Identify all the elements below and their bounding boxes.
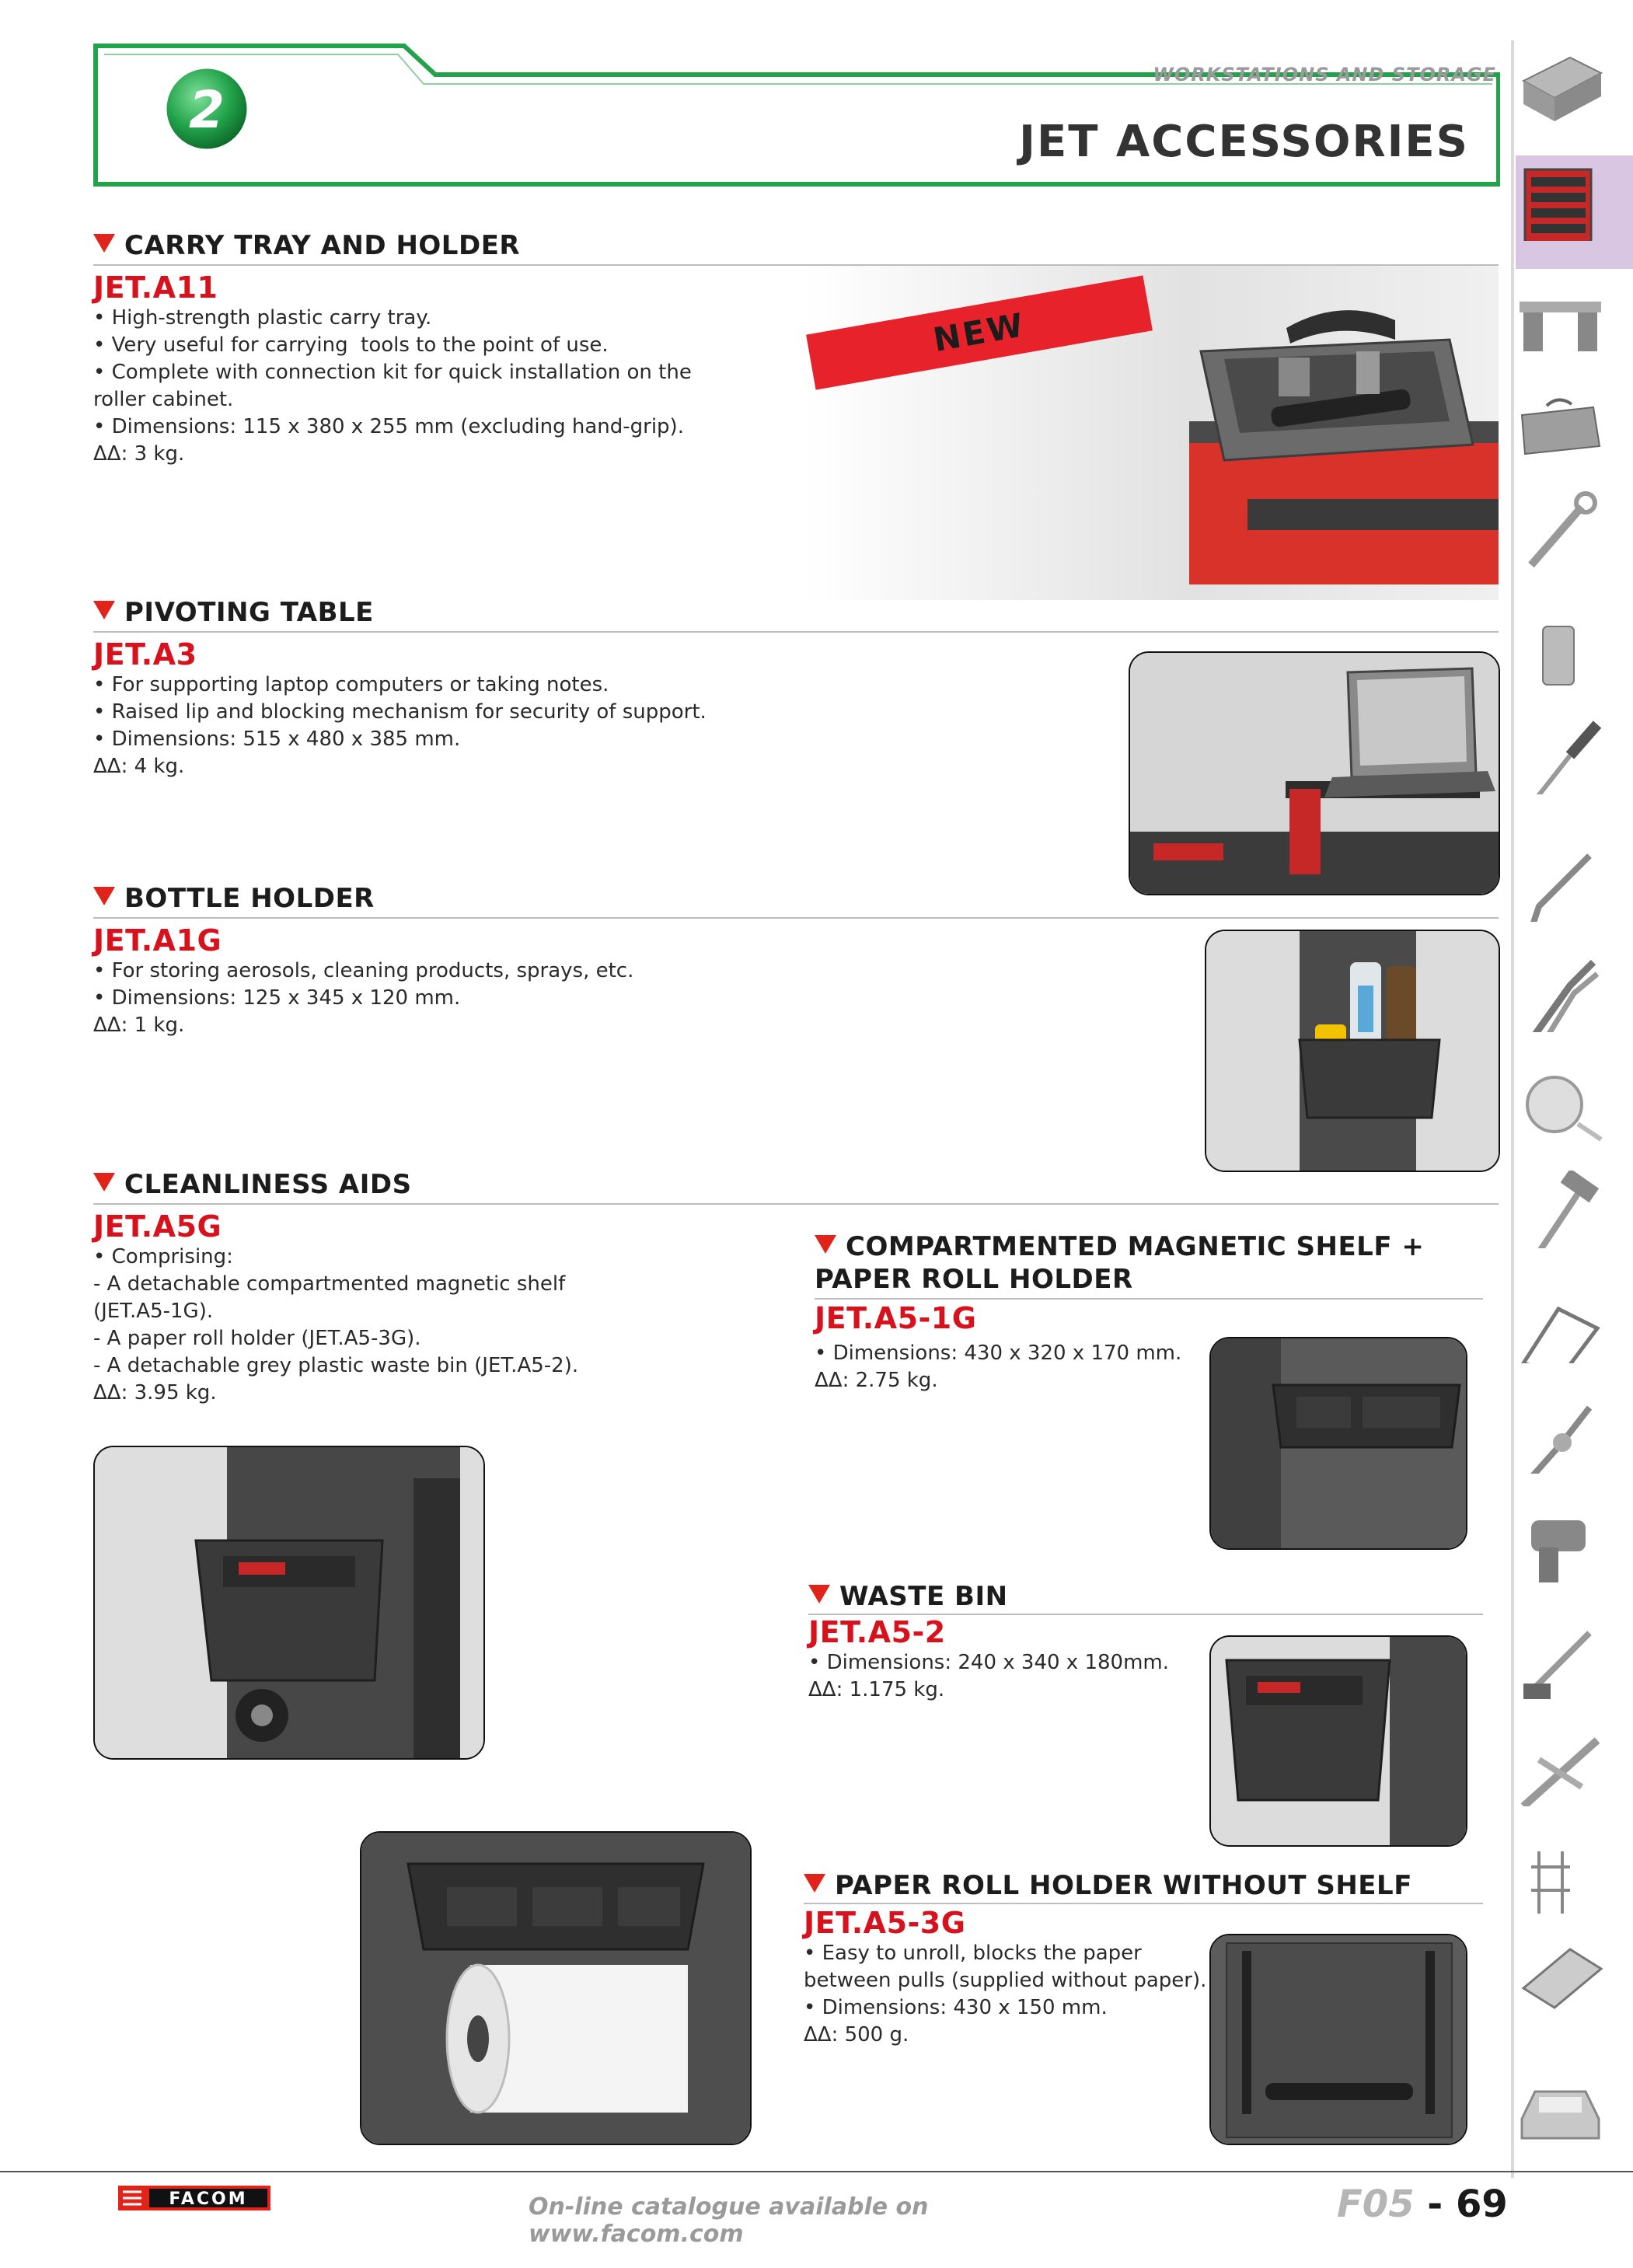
page-number-value: 69 bbox=[1455, 2183, 1508, 2226]
bottle-holder-photo bbox=[1205, 930, 1500, 1172]
section-number-badge bbox=[162, 64, 252, 154]
hacksaw-icon[interactable] bbox=[1516, 1286, 1605, 1363]
tape-measure-icon[interactable] bbox=[1516, 1069, 1605, 1147]
side-tab-rule bbox=[1511, 40, 1514, 2178]
page-number bbox=[1337, 2183, 1508, 2226]
product-description: • Dimensions: 240 x 340 x 180mm. ΔΔ: 1.175 kg. bbox=[808, 1651, 1170, 1701]
section-divider bbox=[815, 1298, 1483, 1300]
paper-roll-holder-only-photo bbox=[1209, 1934, 1467, 2145]
product-description: • Easy to unroll, blocks the paper between pulls (supplied without paper). • Dimensions: 430 x 150 mm. ΔΔ: 500 g. bbox=[804, 1942, 1207, 2046]
footer-rule bbox=[0, 2171, 1633, 2172]
section-divider bbox=[93, 917, 1499, 919]
catalogue-code: F05 bbox=[1337, 2183, 1415, 2226]
product-reference: JET.A1G bbox=[93, 923, 222, 958]
product-reference: JET.A5-1G bbox=[815, 1301, 977, 1335]
roller-cabinet-icon[interactable] bbox=[1516, 163, 1605, 241]
aircraft-icon[interactable] bbox=[1516, 1729, 1605, 1806]
tool-tray-icon[interactable] bbox=[1516, 1934, 1605, 2012]
facom-logo bbox=[118, 2186, 274, 2212]
triangle-marker-icon bbox=[804, 1874, 825, 1893]
pipe-wrench-icon[interactable] bbox=[1516, 1621, 1605, 1699]
magnetic-shelf-photo bbox=[1209, 1337, 1467, 1550]
triangle-marker-icon bbox=[93, 601, 115, 619]
cleanliness-aids-heading: CLEANLINESS AIDS bbox=[93, 1169, 412, 1200]
pliers-icon[interactable] bbox=[1516, 954, 1605, 1032]
toolbox-icon[interactable] bbox=[1516, 392, 1605, 469]
waste-bin-photo bbox=[1209, 1635, 1467, 1847]
paper-roll-holder-heading: PAPER ROLL HOLDER WITHOUT SHELF bbox=[804, 1870, 1412, 1901]
car-icon[interactable] bbox=[1516, 2072, 1605, 2150]
screwdriver-icon[interactable] bbox=[1516, 717, 1605, 794]
magnetic-shelf-heading-line2: PAPER ROLL HOLDER bbox=[815, 1264, 1133, 1295]
triangle-marker-icon bbox=[808, 1585, 830, 1603]
magnetic-shelf-heading: COMPARTMENTED MAGNETIC SHELF + bbox=[815, 1231, 1424, 1262]
hex-key-icon[interactable] bbox=[1516, 844, 1605, 922]
triangle-marker-icon bbox=[815, 1235, 836, 1254]
catalogue-section-title: WORKSTATIONS AND STORAGE bbox=[1153, 64, 1496, 85]
waste-bin-heading: WASTE BIN bbox=[808, 1581, 1008, 1612]
workbench-icon[interactable] bbox=[1516, 294, 1605, 372]
workstation-icon[interactable] bbox=[1516, 50, 1605, 127]
puller-icon[interactable] bbox=[1516, 1396, 1605, 1474]
section-divider bbox=[93, 1203, 1499, 1205]
hammer-icon[interactable] bbox=[1516, 1171, 1605, 1248]
triangle-marker-icon bbox=[93, 1173, 115, 1192]
catalogue-link-text: On-line catalogue available on www.facom.com bbox=[529, 2193, 929, 2248]
brand-name: FACOM bbox=[169, 2189, 248, 2209]
impact-wrench-icon[interactable] bbox=[1516, 1505, 1605, 1582]
product-reference: JET.A5G bbox=[93, 1209, 222, 1244]
bottle-holder-heading: BOTTLE HOLDER bbox=[93, 883, 375, 914]
paper-roll-holder-photo bbox=[360, 1831, 752, 2145]
product-description: • Comprising: - A detachable compartmented magnetic shelf (JET.A5-1G). - A paper roll holder (JET.A5-3G). - A detachable grey plastic waste bin (JET.A5-2). ΔΔ: 3.95 kg. bbox=[93, 1245, 579, 1404]
carry-tray-heading: CARRY TRAY AND HOLDER bbox=[93, 230, 520, 261]
product-description: • High-strength plastic carry tray. • Very useful for carrying tools to the point of use. • Complete with connection kit for quick installation on the roller cabinet. • Dimensions: 115 x 380 x 255 mm (excluding hand-grip). ΔΔ: 3 kg. bbox=[93, 306, 692, 466]
page-separator: - bbox=[1414, 2183, 1456, 2226]
product-description: • For supporting laptop computers or taking notes. • Raised lip and blocking mechanism for security of support. • Dimensions: 515 x 480 x 385 mm. ΔΔ: 4 kg. bbox=[93, 673, 707, 778]
section-divider bbox=[93, 631, 1499, 633]
wrench-icon[interactable] bbox=[1516, 491, 1605, 569]
lifting-icon[interactable] bbox=[1516, 1844, 1605, 1921]
section-number: 2 bbox=[189, 80, 225, 140]
section-divider bbox=[804, 1903, 1483, 1904]
cleanliness-aids-photo bbox=[93, 1446, 485, 1760]
product-reference: JET.A5-2 bbox=[808, 1615, 946, 1649]
product-reference: JET.A5-3G bbox=[804, 1906, 966, 1940]
socket-icon[interactable] bbox=[1516, 619, 1605, 696]
pivoting-table-photo bbox=[1129, 651, 1500, 895]
triangle-marker-icon bbox=[93, 234, 115, 253]
product-reference: JET.A3 bbox=[93, 637, 197, 672]
new-badge-label: NEW bbox=[930, 305, 1028, 359]
product-description: • For storing aerosols, cleaning products, sprays, etc. • Dimensions: 125 x 345 x 120 mm. ΔΔ: 1 kg. bbox=[93, 959, 634, 1037]
triangle-marker-icon bbox=[93, 887, 115, 905]
pivoting-table-heading: PIVOTING TABLE bbox=[93, 597, 374, 628]
page-title: JET ACCESSORIES bbox=[1019, 117, 1469, 167]
product-reference: JET.A11 bbox=[93, 270, 218, 305]
product-description: • Dimensions: 430 x 320 x 170 mm. ΔΔ: 2.75 kg. bbox=[815, 1342, 1182, 1392]
